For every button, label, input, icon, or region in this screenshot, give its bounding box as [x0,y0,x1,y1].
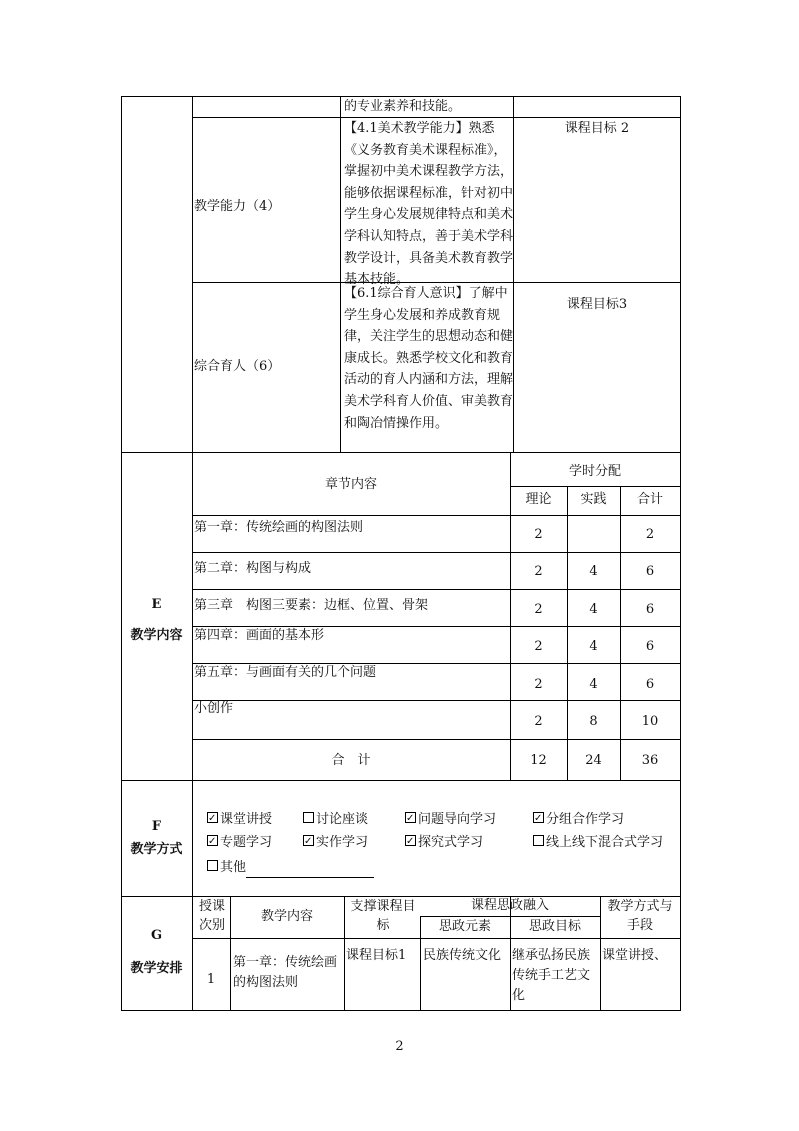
header-content: 教学内容 [260,909,313,924]
method-group[interactable]: ✓ 分组合作学习 [533,809,624,830]
session-1-goal: 继承弘扬民族传统手工艺文化 [512,948,591,1003]
ability-teaching: 教学能力（4） [194,199,281,214]
chapter-4-total: 6 [645,639,655,654]
checkbox-checked-icon[interactable] [303,835,314,846]
section-e-title: 教学内容 [130,628,183,643]
header-support: 支撑课程目标 [350,899,416,933]
chapter-2-practice: 4 [589,564,598,579]
method-other[interactable]: 其他 [207,857,374,878]
sum-label: 合 计 [331,753,371,768]
chapter-2-theory: 2 [534,564,543,579]
section-f-code: F [151,819,162,834]
chapter-5-theory: 2 [534,677,543,692]
checkbox-checked-icon[interactable] [207,835,218,846]
method-practice[interactable]: ✓ 实作学习 [303,832,368,853]
method-inquiry[interactable]: ✓ 探究式学习 [405,832,483,853]
checkbox-empty-icon[interactable] [207,860,218,871]
chapter-1: 第一章：传统绘画的构图法则 [194,520,364,535]
chapter-2: 第二章：构图与构成 [194,561,312,576]
course-goal-3: 课程目标3 [566,297,628,312]
chapter-header: 章节内容 [324,477,377,492]
creation-practice: 8 [589,714,598,729]
course-goal-2: 课程目标 2 [564,121,630,136]
chapter-2-total: 6 [645,564,655,579]
method-blended[interactable]: 线上线下混合式学习 [533,832,663,853]
creation-theory: 2 [534,714,543,729]
checkbox-empty-icon[interactable] [533,835,544,846]
method-lecture[interactable]: ✓课堂讲授 [207,809,272,830]
chapter-3-total: 6 [645,602,655,617]
requirement-teaching: 【4.1美术教学能力】熟悉《义务教育美术课程标准》，掌握初中美术课程教学方法，能够依据课程标准，针对初中学生身心发展规律特点和美术学科认知特点，善于美术学科教学设计，具备美术教育教学基本技能。 [344,121,514,288]
checkbox-checked-icon[interactable] [405,812,416,823]
chapter-1-theory: 2 [534,527,543,542]
chapter-4-practice: 4 [589,639,598,654]
requirement-comprehensive: 【6.1综合育人意识】了解中学生身心发展和养成教育规律，关注学生的思想动态和健康成长。熟悉学校文化和教育活动的育人内涵和方法，理解美术学科育人价值、审美教育和陶冶情操作用。 [344,286,514,431]
theory-header: 理论 [525,492,552,507]
chapter-3-practice: 4 [589,602,598,617]
method-discussion[interactable]: 讨论座谈 [303,809,368,830]
header-ideology: 课程思政融入 [470,898,549,913]
chapter-3-theory: 2 [534,602,543,617]
checkbox-checked-icon[interactable] [533,812,544,823]
checkbox-checked-icon[interactable] [405,835,416,846]
sum-theory: 12 [530,753,547,768]
chapter-5-practice: 4 [589,677,598,692]
creation-total: 10 [641,714,659,729]
requirement-continuation: 的专业素养和技能。 [344,99,462,114]
chapter-3: 第三章 构图三要素：边框、位置、骨架 [194,598,429,613]
session-1-element: 民族传统文化 [423,948,502,963]
checkbox-checked-icon[interactable] [207,812,218,823]
hours-header: 学时分配 [568,464,621,479]
page-number: 2 [395,1039,404,1054]
header-element: 思政元素 [438,919,491,934]
chapter-4: 第四章：画面的基本形 [194,628,325,643]
section-g-title: 教学安排 [130,961,183,976]
chapter-creation: 小创作 [194,701,234,716]
method-problem-based[interactable]: ✓ 问题导向学习 [405,809,496,830]
ability-comprehensive: 综合育人（6） [194,359,281,374]
session-1: 1 [206,972,216,987]
chapter-5-total: 6 [645,677,655,692]
session-1-content: 第一章：传统绘画的构图法则 [233,955,338,990]
header-session: 授课次别 [198,899,225,933]
section-g-code: G [150,928,163,943]
practice-header: 实践 [580,492,607,507]
checkbox-empty-icon[interactable] [303,812,314,823]
chapter-5: 第五章：与画面有关的几个问题 [194,665,377,680]
section-f-title: 教学方式 [130,842,183,857]
chapter-4-theory: 2 [534,639,543,654]
sum-practice: 24 [585,753,602,768]
header-method: 教学方式与手段 [607,899,673,933]
other-blank-line[interactable] [246,863,374,878]
total-header: 合计 [636,492,663,507]
session-1-support: 课程目标1 [346,948,407,963]
chapter-1-total: 2 [645,527,655,542]
method-topic[interactable]: ✓专题学习 [207,832,272,853]
section-e-code: E [151,597,162,612]
session-1-method: 课堂讲授、 [602,948,668,963]
header-goal: 思政目标 [528,919,581,934]
sum-total: 36 [641,753,659,768]
